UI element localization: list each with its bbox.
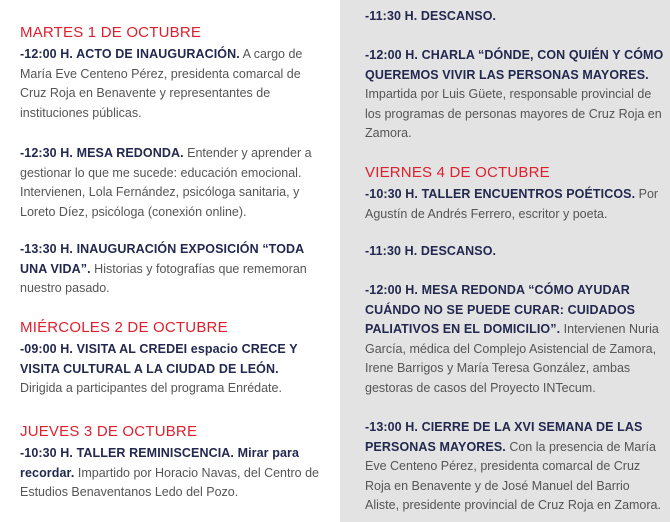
event-descanso-2 [365, 242, 665, 262]
event-time-title: -09:00 H. VISITA AL CREDEI espacio CRECE Y VISITA CULTURAL A LA CIUDAD DE LEÓN. [20, 342, 298, 376]
event-description: Dirigida a participantes del programa Enrédate. [20, 381, 282, 395]
event-time-title: -13:30 H. INAUGURACIÓN EXPOSICIÓN “TODA UNA VIDA”. [20, 242, 304, 276]
event-description: Impartido por Horacio Navas, del Centro de Estudios Benaventanos Ledo del Pozo. [20, 465, 319, 499]
event-inauguracion [20, 45, 320, 123]
event-description: Intervienen Nuria García, médica del Complejo Asistencial de Zamora, Irene Barrigos y María Teresa González, ambas gestoras de casos del Proyecto INTecum. [365, 322, 659, 395]
event-description: A cargo de María Eve Centeno Pérez, presidenta comarcal de Cruz Roja en Benavente y representantes de instituciones públicas. [20, 47, 303, 120]
event-charla [365, 46, 665, 144]
event-description: Impartida por Luis Güete, responsable provincial de los programas de personas mayores de Cruz Roja en Zamora. [365, 87, 662, 140]
event-taller-poeticos [365, 185, 665, 224]
event-cierre [365, 418, 665, 516]
event-descanso-1 [365, 7, 665, 27]
event-mesa-paliativos [365, 281, 665, 398]
event-time-title: -12:00 H. ACTO DE INAUGURACIÓN. [20, 47, 240, 61]
event-description: Entender y aprender a gestionar lo que me sucede: educación emocional. Intervienen, Lola Fernández, psicóloga sanitaria, y Loreto Díez, psicóloga (conexión online). [20, 146, 312, 219]
event-description: Historias y fotografías que rememoran nuestro pasado. [20, 261, 307, 295]
event-time-title: -11:30 H. DESCANSO. [365, 9, 497, 23]
day-heading-viernes: VIERNES 4 DE OCTUBRE [365, 164, 550, 181]
event-time-title: -12:00 H. MESA REDONDA “CÓMO AYUDAR CUÁNDO NO SE PUEDE CURAR: CUIDADOS PALIATIVOS EN EL DOMICILIO”. [365, 283, 636, 336]
event-exposicion [20, 240, 320, 299]
event-time-title: -10:30 H. TALLER ENCUENTROS POÉTICOS. [365, 187, 636, 201]
day-heading-martes: MARTES 1 DE OCTUBRE [20, 24, 202, 41]
right-column [340, 0, 670, 522]
event-description: Por Agustín de Andrés Ferrero, escritor y poeta. [365, 187, 659, 221]
event-time-title: -12:30 H. MESA REDONDA. [20, 146, 184, 160]
event-time-title: -12:00 H. CHARLA “DÓNDE, CON QUIÉN Y CÓMO QUEREMOS VIVIR LAS PERSONAS MAYORES. [365, 48, 664, 82]
event-mesa-redonda [20, 144, 320, 222]
event-time-title: -10:30 H. TALLER REMINISCENCIA. Mirar para recordar. [20, 446, 300, 480]
day-heading-jueves: JUEVES 3 DE OCTUBRE [20, 423, 198, 440]
event-taller-reminiscencia [20, 444, 320, 503]
event-time-title: -13:00 H. CIERRE DE LA XVI SEMANA DE LAS PERSONAS MAYORES. [365, 420, 643, 454]
event-description: Con la presencia de María Eve Centeno Pérez, presidenta comarcal de Cruz Roja en Benavente y de José Manuel del Barrio Aliste, presidente provincial de Cruz Roja en Zamora. [365, 439, 661, 512]
event-time-title: -11:30 H. DESCANSO. [365, 244, 497, 258]
event-visita-credei [20, 340, 320, 399]
day-heading-miercoles: MIÉRCOLES 2 DE OCTUBRE [20, 319, 228, 336]
